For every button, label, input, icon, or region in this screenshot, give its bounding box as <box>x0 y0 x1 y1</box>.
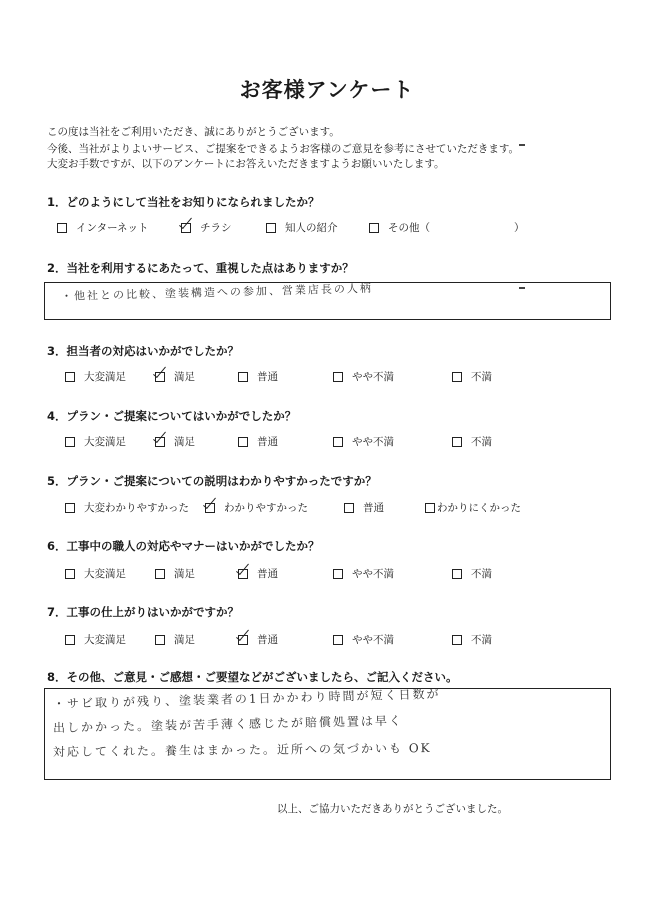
q2-answer-box[interactable] <box>44 282 611 320</box>
q3-option-satisfied[interactable] <box>155 369 195 384</box>
option-label: やや不満 <box>352 371 394 383</box>
option-label: 普通 <box>363 502 384 514</box>
q6-option-neutral[interactable] <box>238 566 278 581</box>
checkbox[interactable] <box>155 569 165 579</box>
checked-checkbox[interactable] <box>238 635 248 645</box>
option-label: 大変満足 <box>84 371 126 383</box>
checkbox[interactable] <box>238 372 248 382</box>
q6-option-very-satisfied[interactable] <box>65 566 126 581</box>
q1-option-flyer[interactable] <box>181 220 232 235</box>
question-7: 7．工事の仕上がりはいかがですか？ <box>47 605 239 619</box>
question-6: 6．工事中の職人の対応やマナーはいかがでしたか？ <box>47 539 320 553</box>
option-label: 普通 <box>257 436 278 448</box>
option-label: チラシ <box>200 222 232 234</box>
checkbox[interactable] <box>333 635 343 645</box>
q6-option-somewhat-dissatisfied[interactable] <box>333 566 394 581</box>
q5-option-clear[interactable] <box>205 500 308 515</box>
q6-option-satisfied[interactable] <box>155 566 195 581</box>
q7-option-neutral[interactable] <box>238 632 278 647</box>
q1-option-referral[interactable] <box>266 220 338 235</box>
option-label: やや不満 <box>352 634 394 646</box>
option-label: 不満 <box>471 634 492 646</box>
option-label: 大変満足 <box>84 436 126 448</box>
checked-checkbox[interactable] <box>155 372 165 382</box>
option-label: 不満 <box>471 371 492 383</box>
option-label: わかりにくかった <box>437 502 521 514</box>
checkbox[interactable] <box>65 569 75 579</box>
checkbox[interactable] <box>65 503 75 513</box>
option-label: インターネット <box>76 222 149 234</box>
q8-answer-box[interactable] <box>44 688 611 780</box>
checked-checkbox[interactable] <box>155 437 165 447</box>
q3-option-very-satisfied[interactable] <box>65 369 126 384</box>
checkbox[interactable] <box>333 372 343 382</box>
q5-option-very-clear[interactable] <box>65 500 189 515</box>
q4-option-neutral[interactable] <box>238 434 278 449</box>
option-label: 不満 <box>471 568 492 580</box>
survey-title: お客様アンケート <box>239 78 415 102</box>
option-label: 普通 <box>257 371 278 383</box>
option-label: 大変満足 <box>84 634 126 646</box>
checkbox[interactable] <box>452 372 462 382</box>
q1-other-close: ） <box>514 222 525 234</box>
option-label: 満足 <box>174 371 195 383</box>
q7-option-satisfied[interactable] <box>155 632 195 647</box>
checkbox[interactable] <box>57 223 67 233</box>
checkbox[interactable] <box>452 635 462 645</box>
checkbox[interactable] <box>65 372 75 382</box>
q4-option-somewhat-dissatisfied[interactable] <box>333 434 394 449</box>
checkbox[interactable] <box>369 223 379 233</box>
closing-thanks: 以上、ご協力いただきありがとうございました。 <box>277 803 508 815</box>
intro-line-3: 大変お手数ですが、以下のアンケートにお答えいただきますようお願いいたします。 <box>47 158 445 170</box>
q5-option-neutral[interactable] <box>344 500 384 515</box>
question-3: 3．担当者の対応はいかがでしたか？ <box>47 344 239 358</box>
q7-option-very-satisfied[interactable] <box>65 632 126 647</box>
question-2: 2．当社を利用するにあたって、重視した点はありますか？ <box>47 261 354 275</box>
question-5: 5．プラン・ご提案についての説明はわかりやすかったですか？ <box>47 474 377 488</box>
checkbox[interactable] <box>266 223 276 233</box>
checkbox[interactable] <box>238 437 248 447</box>
scan-mark <box>519 287 525 289</box>
option-label: 大変満足 <box>84 568 126 580</box>
q8-handwritten-line-2: 出しかかった。塗装が苦手薄く感じたが賠償処置は早く <box>52 713 404 735</box>
checkbox[interactable] <box>333 437 343 447</box>
q1-option-other[interactable] <box>369 220 430 235</box>
checked-checkbox[interactable] <box>181 223 191 233</box>
q4-option-dissatisfied[interactable] <box>452 434 492 449</box>
q4-option-satisfied[interactable] <box>155 434 195 449</box>
option-label: その他（ <box>388 222 430 234</box>
checkbox[interactable] <box>452 437 462 447</box>
option-label: わかりやすかった <box>224 502 308 514</box>
option-label: 大変わかりやすかった <box>84 502 189 514</box>
q3-option-somewhat-dissatisfied[interactable] <box>333 369 394 384</box>
option-label: やや不満 <box>352 568 394 580</box>
option-label: 普通 <box>257 568 278 580</box>
checkbox[interactable] <box>65 635 75 645</box>
option-label: やや不満 <box>352 436 394 448</box>
option-label: 満足 <box>174 568 195 580</box>
option-label: 満足 <box>174 634 195 646</box>
checkbox[interactable] <box>333 569 343 579</box>
checked-checkbox[interactable] <box>205 503 215 513</box>
q2-handwritten-answer: ・他社との比較、塗装構造への参加、営業店長の人柄 <box>60 281 374 303</box>
checkbox[interactable] <box>155 635 165 645</box>
q3-option-neutral[interactable] <box>238 369 278 384</box>
q7-option-somewhat-dissatisfied[interactable] <box>333 632 394 647</box>
question-8: 8．その他、ご意見・ご感想・ご要望などがございましたら、ご記入ください。 <box>47 670 458 684</box>
q5-option-unclear[interactable] <box>425 500 521 515</box>
question-4: 4．プラン・ご提案についてはいかがでしたか？ <box>47 409 297 423</box>
scan-mark <box>519 144 525 146</box>
question-1: 1．どのようにして当社をお知りになられましたか？ <box>47 195 320 209</box>
q1-option-internet[interactable] <box>57 220 149 235</box>
q7-option-dissatisfied[interactable] <box>452 632 492 647</box>
option-label: 不満 <box>471 436 492 448</box>
intro-line-1: この度は当社をご利用いただき、誠にありがとうございます。 <box>47 126 340 138</box>
checkbox[interactable] <box>344 503 354 513</box>
option-label: 普通 <box>257 634 278 646</box>
option-label: 満足 <box>174 436 195 448</box>
q4-option-very-satisfied[interactable] <box>65 434 126 449</box>
option-label: 知人の紹介 <box>285 222 338 234</box>
checkbox[interactable] <box>65 437 75 447</box>
intro-line-2: 今後、当社がよりよいサービス、ご提案をできるようお客様のご意見を参考にさせていただきます。 <box>47 143 519 155</box>
checked-checkbox[interactable] <box>238 569 248 579</box>
q8-handwritten-line-3: 対応してくれた。養生はまかった。近所への気づかいも OK <box>52 741 432 759</box>
q6-option-dissatisfied[interactable] <box>452 566 492 581</box>
q8-handwritten-line-1: ・サビ取りが残り、塗装業者の1日かかわり時間が短く日数が <box>52 686 441 711</box>
checkbox[interactable] <box>452 569 462 579</box>
q3-option-dissatisfied[interactable] <box>452 369 492 384</box>
checkbox[interactable] <box>425 503 435 513</box>
